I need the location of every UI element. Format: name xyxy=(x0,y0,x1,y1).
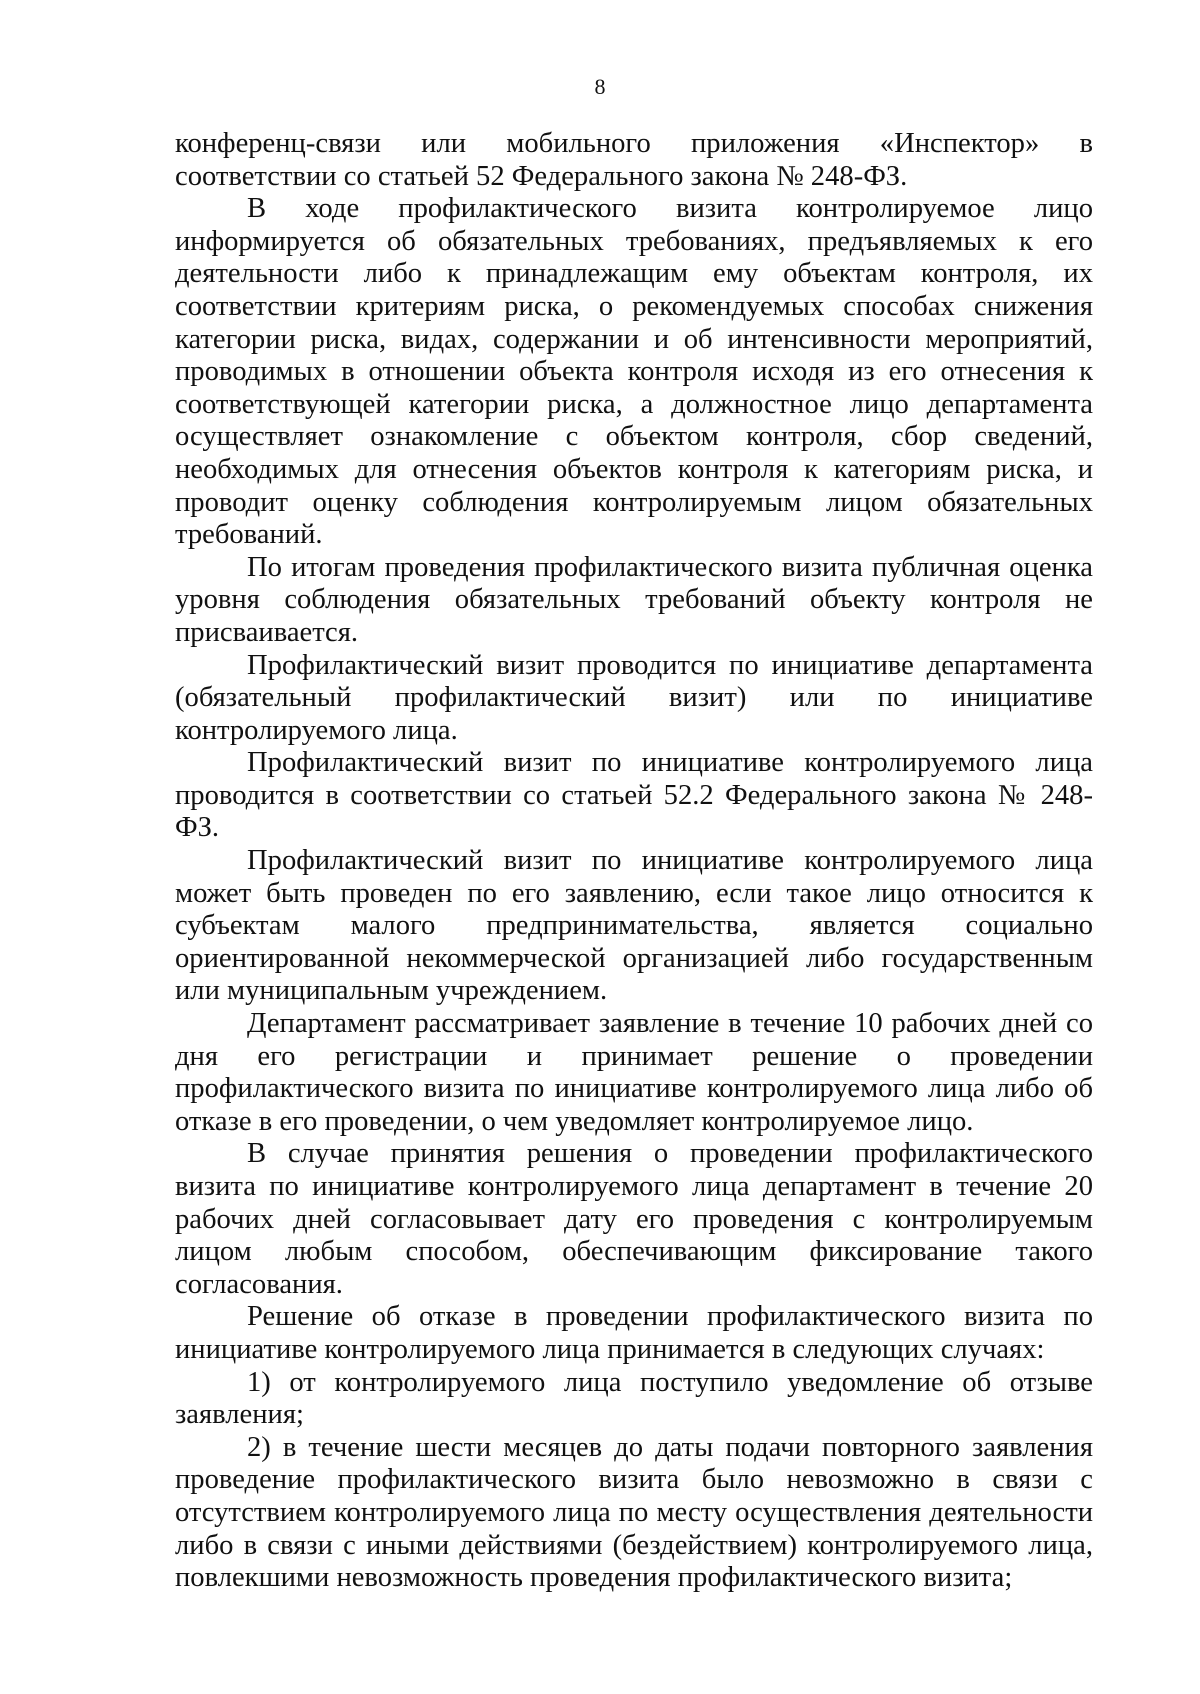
paragraph-refusal-cases: Решение об отказе в проведении профилактического визита по инициативе контролируемого лица принимается в следующих случаях: xyxy=(175,1301,1093,1365)
paragraph-visit-initiative: Профилактический визит проводится по инициативе департамента (обязательный профилактический визит) или по инициативе контролируемого лица. xyxy=(175,649,1093,746)
paragraph-public-assessment: По итогам проведения профилактического визита публичная оценка уровня соблюдения обязательных требований объекту контроля не присваивается. xyxy=(175,551,1093,648)
paragraph-eligibility: Профилактический визит по инициативе контролируемого лица может быть проведен по его заявлению, если такое лицо относится к субъектам малого предпринимательства, является социально ориентированной некоммерческой организацией либо государственным или муниципальным учреждением. xyxy=(175,845,1093,1007)
paragraph-continuation: конференц-связи или мобильного приложения «Инспектор» в соответствии со статьей 52 Федерального закона № 248-ФЗ. xyxy=(175,128,1093,192)
paragraph-visit-information: В ходе профилактического визита контролируемое лицо информируется об обязательных требованиях, предъявляемых к его деятельности либо к принадлежащим ему объектам контроля, их соответствии критериям риска, о рекомендуемых способах снижения категории риска, видах, содержании и об интенсивности мероприятий, проводимых в отношении объекта контроля исходя из его отнесения к соответствующей категории риска, а должностное лицо департамента осуществляет ознакомление с объектом контроля, сбор сведений, необходимых для отнесения объектов контроля к категориям риска, и проводит оценку соблюдения контролируемым лицом обязательных требований. xyxy=(175,193,1093,551)
paragraph-review-period: Департамент рассматривает заявление в течение 10 рабочих дней со дня его регистрации и принимает решение о проведении профилактического визита по инициативе контролируемого лица либо об отказе в его проведении, о чем уведомляет контролируемое лицо. xyxy=(175,1008,1093,1137)
list-item-1: 1) от контролируемого лица поступило уведомление об отзыве заявления; xyxy=(175,1366,1093,1431)
page-number: 8 xyxy=(594,74,606,99)
paragraph-date-agreement: В случае принятия решения о проведении профилактического визита по инициативе контролируемого лица департамент в течение 20 рабочих дней согласовывает дату его проведения с контролируемым лицом любым способом, обеспечивающим фиксирование такого согласования. xyxy=(175,1138,1093,1300)
list-item-2: 2) в течение шести месяцев до даты подачи повторного заявления проведение профилактического визита было невозможно в связи с отсутствием контролируемого лица по месту осуществления деятельности либо в связи с иными действиями (бездействием) контролируемого лица, повлекшими невозможность проведения профилактического визита; xyxy=(175,1431,1093,1594)
document-body xyxy=(175,128,1093,1595)
paragraph-article-reference: Профилактический визит по инициативе контролируемого лица проводится в соответствии со статьей 52.2 Федерального закона № 248-ФЗ. xyxy=(175,747,1093,844)
